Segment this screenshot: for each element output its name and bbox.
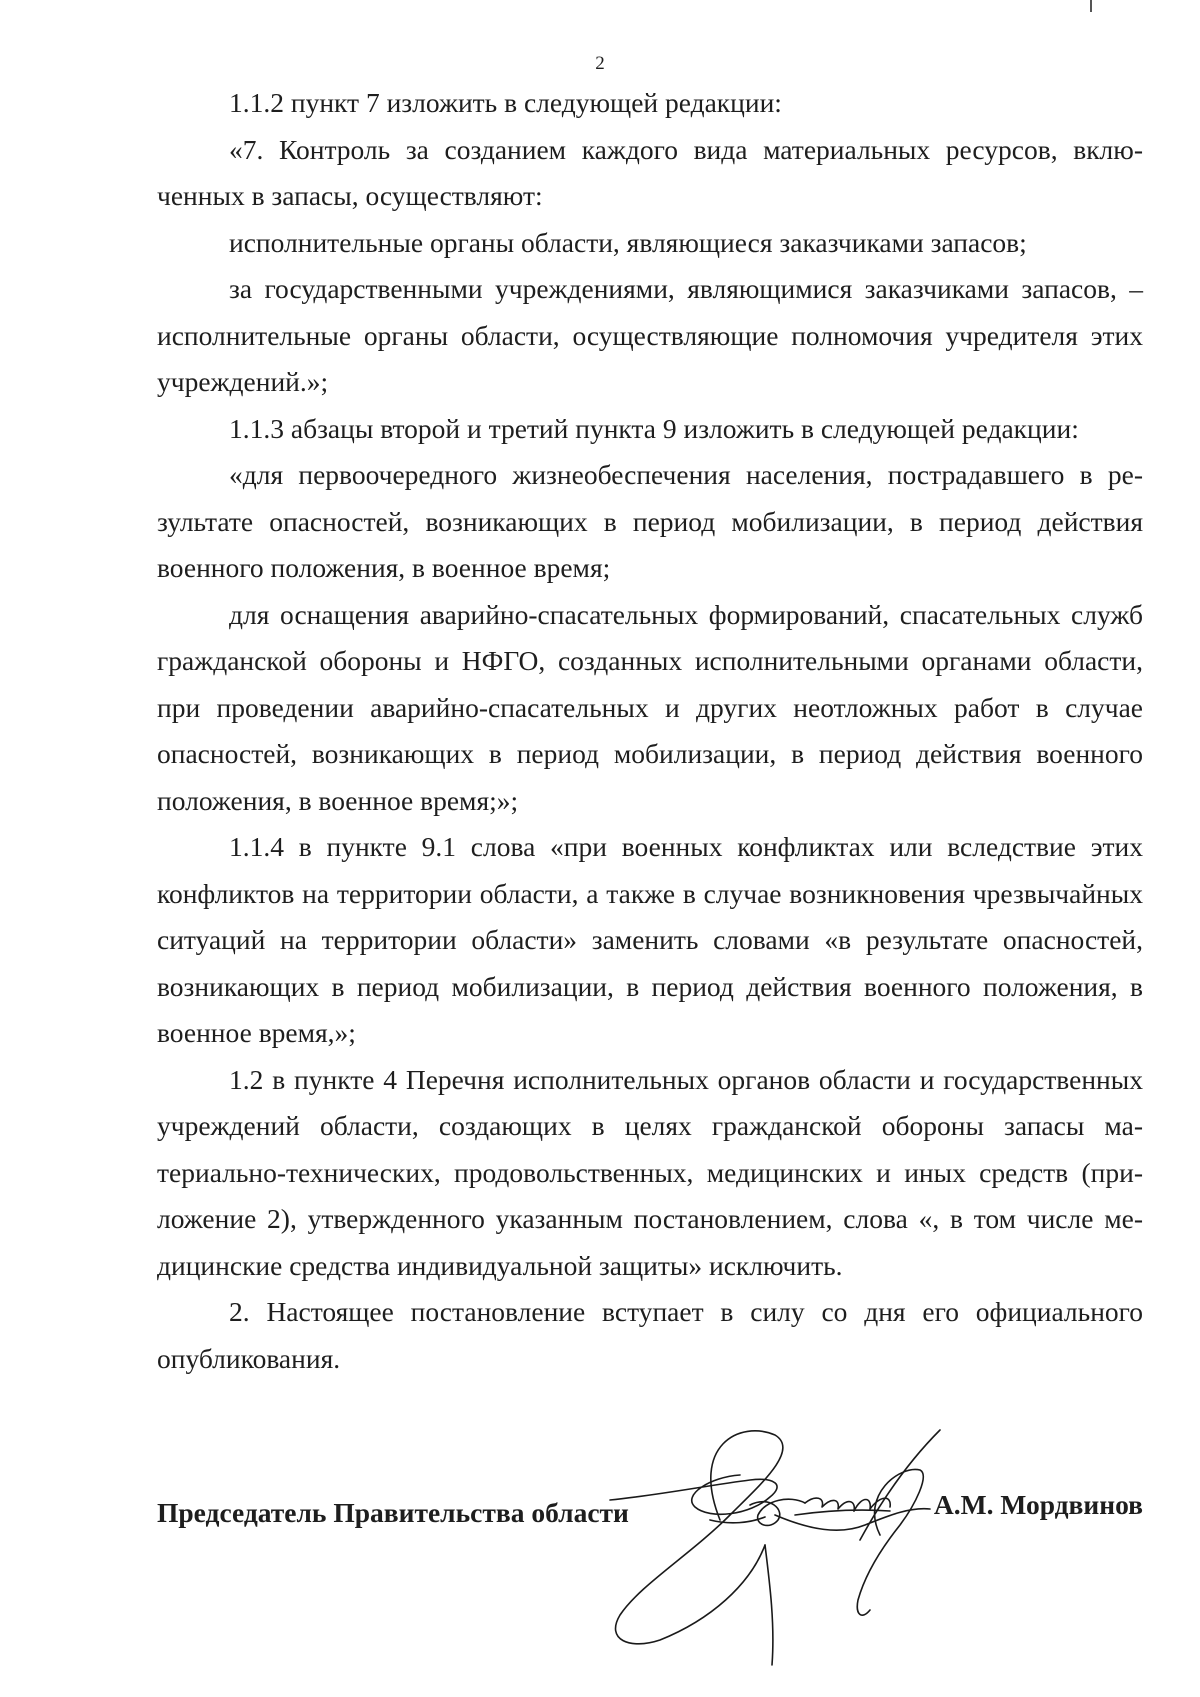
paragraph: «7. Контроль за созданием каждого вида материальных ресурсов, включенных в запасы, осуществляют: bbox=[157, 133, 1143, 211]
paragraph: 1.1.4 в пункте 9.1 слова «при военных конфликтах или вследствие этих конфликтов на территории области, а также в случае возникновения чрезвычайных ситуаций на территории области» заменить словами «в результате опасностей, возникающих в период мобилизации, в период действия военного положения, в военное время,»; bbox=[157, 831, 1143, 1048]
signer-position: Председатель Правительства области bbox=[157, 1497, 629, 1528]
scan-mark bbox=[1090, 0, 1092, 12]
paragraph: 2. Настоящее постановление вступает в силу со дня его официального опубликования. bbox=[157, 1296, 1143, 1374]
paragraph: для оснащения аварийно-спасательных формирований, спасательных служб гражданской обороны и НФГО, созданных исполнительными органами области, при проведении аварийно-спасательных и других неотложных работ в случае опасностей, возникающих в период мобилизации, в период действия военного положения, в военное время;»; bbox=[157, 598, 1143, 816]
paragraph: «для первоочередного жизнеобеспечения населения, пострадавшего в результате опасностей, возникающих в период мобилизации, в период действия военного положения, в военное время; bbox=[157, 459, 1143, 583]
paragraph: исполнительные органы области, являющиеся заказчиками запасов; bbox=[229, 226, 1027, 258]
paragraph: 1.2 в пункте 4 Перечня исполнительных органов области и государственных учреждений области, создающих в целях гражданской обороны запасы материально-технических, продовольственных, медицинских и иных средств (приложение 2), утвержденного указанным постановлением, слова «, в том числе медицинские средства индивидуальной защиты» исключить. bbox=[157, 1063, 1143, 1281]
paragraph: 1.1.3 абзацы второй и третий пункта 9 изложить в следующей редакции: bbox=[229, 412, 1079, 444]
document-body bbox=[157, 80, 1143, 1382]
page-number: 2 bbox=[595, 53, 605, 74]
paragraph: 1.1.2 пункт 7 изложить в следующей редакции: bbox=[229, 87, 782, 118]
signer-name: А.М. Мордвинов bbox=[933, 1489, 1143, 1520]
paragraph: за государственными учреждениями, являющимися заказчиками запасов, – исполнительные органы области, осуществляющие полномочия учредителя этих учреждений.»; bbox=[157, 273, 1143, 397]
handwritten-signature bbox=[600, 1425, 970, 1675]
